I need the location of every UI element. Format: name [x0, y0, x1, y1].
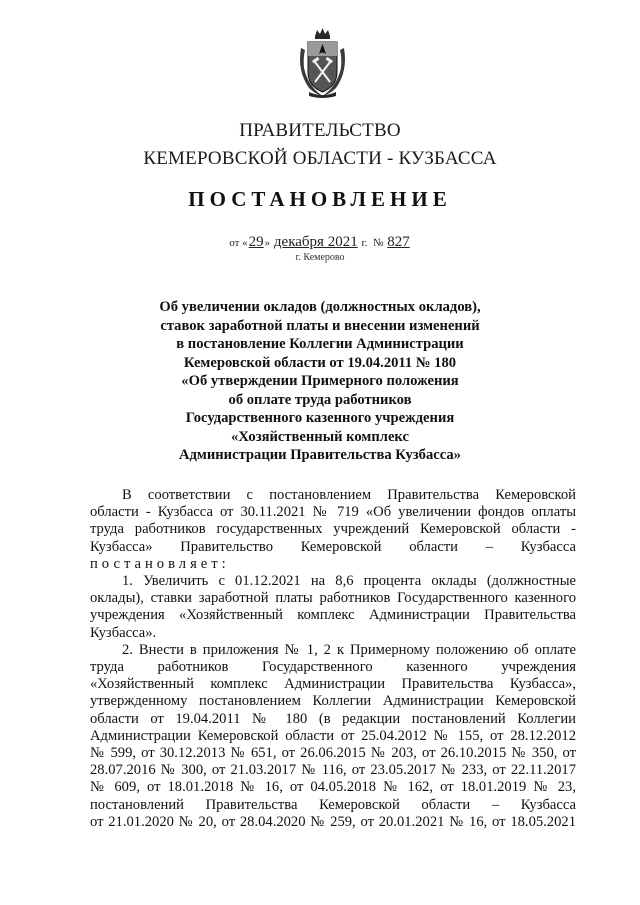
title-line: Администрации Правительства Кузбасса»	[179, 447, 461, 463]
body-line: № 609, от 18.01.2018 № 16, от 04.05.2018 № 162, от 18.01.2019 № 23,	[90, 779, 576, 796]
document-type-heading: ПОСТАНОВЛЕНИЕ	[188, 187, 452, 211]
body-line: «Хозяйственный комплекс Администрации Правительства Кузбасса»,	[90, 676, 576, 693]
body-line: утвержденному постановлением Коллегии Администрации Кемеровской	[90, 693, 576, 710]
body-line: 2. Внести в приложения № 1, 2 к Примерному положению об оплате	[122, 641, 576, 658]
city-label: г. Кемерово	[295, 252, 345, 263]
body-line: области - Кузбасса от 30.11.2021 № 719 «Об увеличении фондов оплаты	[90, 504, 576, 521]
title-line: «Об утверждении Примерного положения	[181, 373, 459, 389]
org-name-line1: ПРАВИТЕЛЬСТВО	[239, 120, 401, 141]
title-line: об оплате труда работников	[228, 391, 412, 408]
date-mid: »	[264, 237, 271, 249]
body-line: постановляет:	[90, 555, 230, 572]
title-line: в постановление Коллегии Администрации	[176, 336, 464, 352]
body-line: труда работников Государственного казенного учреждения	[90, 659, 576, 676]
title-line: ставок заработной платы и внесении изменений	[160, 317, 480, 334]
body-line: учреждения «Хозяйственный комплекс Администрации Правительства	[90, 607, 576, 624]
kuzbass-coat-of-arms-icon	[295, 26, 350, 100]
date-year-suffix: г.	[361, 237, 368, 249]
document-body	[90, 487, 576, 831]
resolution-title	[140, 298, 500, 465]
body-line: от 21.01.2020 № 20, от 28.04.2020 № 259, от 20.01.2021 № 16, от 18.05.2021	[90, 813, 576, 830]
body-line: В соответствии с постановлением Правительства Кемеровской	[122, 487, 576, 503]
date-line	[0, 234, 640, 251]
date-day: 29	[248, 234, 264, 250]
body-line: Администрации Кемеровской области от 25.04.2012 № 155, от 28.12.2012	[90, 727, 576, 744]
body-line: постановлений Правительства Кемеровской области – Кузбасса	[90, 796, 576, 813]
document-number: 827	[387, 234, 410, 250]
date-month-year: декабря 2021	[273, 234, 358, 250]
body-line: 1. Увеличить с 01.12.2021 на 8,6 процента оклады (должностные	[122, 573, 576, 590]
body-line: оклады), ставки заработной платы работников Государственного казенного	[90, 590, 576, 607]
body-line: области от 19.04.2011 № 180 (в редакции постановлений Коллегии	[90, 710, 576, 727]
title-line: «Хозяйственный комплекс	[231, 428, 409, 445]
body-line: Кузбасса».	[90, 624, 157, 641]
body-line: 28.07.2016 № 300, от 21.03.2017 № 116, от 23.05.2017 № 233, от 22.11.2017	[90, 762, 576, 779]
body-line: труда работников государственных учреждений Кемеровской области -	[90, 521, 576, 538]
date-prefix: от «	[229, 237, 248, 249]
org-name-line2: КЕМЕРОВСКОЙ ОБЛАСТИ - КУЗБАССА	[143, 148, 497, 169]
body-line: Кузбасса» Правительство Кемеровской области – Кузбасса	[90, 538, 576, 555]
body-line: № 599, от 30.12.2013 № 651, от 26.06.2015 № 203, от 26.10.2015 № 350, от	[90, 745, 576, 762]
title-line: Кемеровской области от 19.04.2011 № 180	[183, 354, 457, 371]
title-line: Государственного казенного учреждения	[185, 410, 455, 426]
number-label: №	[373, 237, 384, 249]
title-line: Об увеличении окладов (должностных окладов),	[159, 299, 481, 315]
